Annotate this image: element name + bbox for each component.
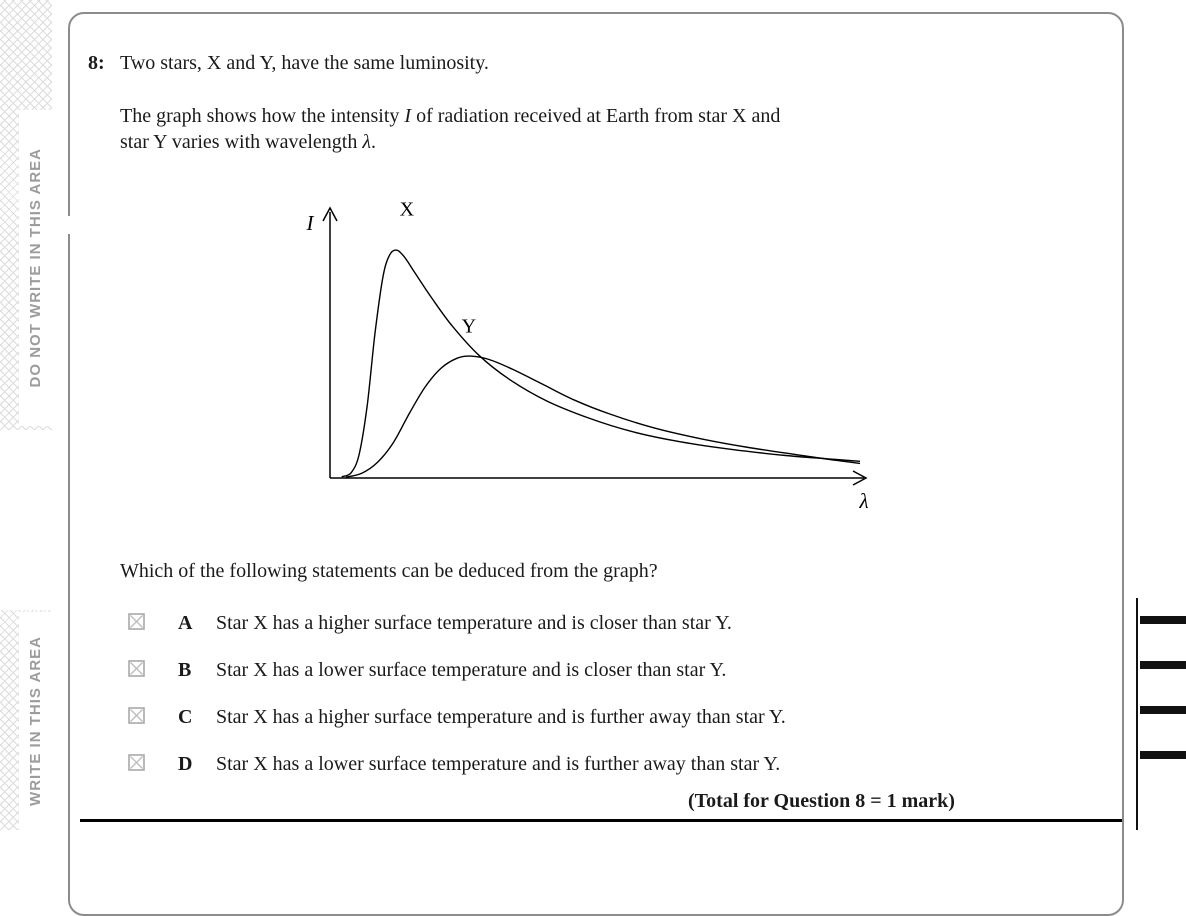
x-axis-label: λ: [859, 489, 869, 513]
y-axis-label: I: [306, 211, 314, 235]
do-not-write-margin: [19, 110, 52, 426]
description-line-1: The graph shows how the intensity I of radiation received at Earth from star X and: [120, 105, 781, 127]
write-in-this-area-margin: [19, 612, 52, 830]
curve-star-x: [342, 250, 860, 477]
option-c-checkbox[interactable]: [128, 707, 145, 724]
intensity-wavelength-graph: [278, 178, 898, 518]
curve-star-y: [346, 356, 860, 477]
binding-mark: [1140, 661, 1186, 669]
do-not-write-label: DO NOT WRITE IN THIS AREA: [27, 148, 44, 388]
binding-mark: [1140, 751, 1186, 759]
option-d-checkbox[interactable]: [128, 754, 145, 771]
question-number: 8:: [88, 52, 105, 74]
description-line-2: star Y varies with wavelength λ.: [120, 131, 377, 153]
binding-mark: [1140, 616, 1186, 624]
option-text: Star X has a lower surface temperature and is further away than star Y.: [216, 753, 781, 775]
intensity-variable: I: [404, 105, 412, 127]
bottom-rule: [80, 819, 1122, 822]
option-text: Star X has a lower surface temperature and is closer than star Y.: [216, 659, 727, 681]
border-gap: [65, 216, 73, 234]
option-a-checkbox[interactable]: [128, 613, 145, 630]
curve-star-y-label: Y: [461, 315, 477, 338]
option-letter: B: [178, 659, 192, 681]
question-prompt: Which of the following statements can be deduced from the graph?: [120, 560, 658, 582]
option-letter: A: [178, 612, 193, 634]
binding-line: [1136, 598, 1138, 830]
option-text: Star X has a higher surface temperature and is closer than star Y.: [216, 612, 732, 634]
question-description: [120, 103, 960, 155]
binding-mark: [1140, 706, 1186, 714]
option-b-checkbox[interactable]: [128, 660, 145, 677]
total-marks-label: (Total for Question 8 = 1 mark): [688, 790, 955, 812]
write-in-this-area-label: WRITE IN THIS AREA: [27, 636, 44, 806]
curve-star-x-label: X: [399, 198, 415, 221]
option-text: Star X has a higher surface temperature and is further away than star Y.: [216, 706, 786, 728]
wavelength-variable: λ: [362, 131, 372, 153]
option-letter: C: [178, 706, 193, 728]
question-statement: Two stars, X and Y, have the same luminosity.: [120, 52, 489, 74]
option-letter: D: [178, 753, 193, 775]
